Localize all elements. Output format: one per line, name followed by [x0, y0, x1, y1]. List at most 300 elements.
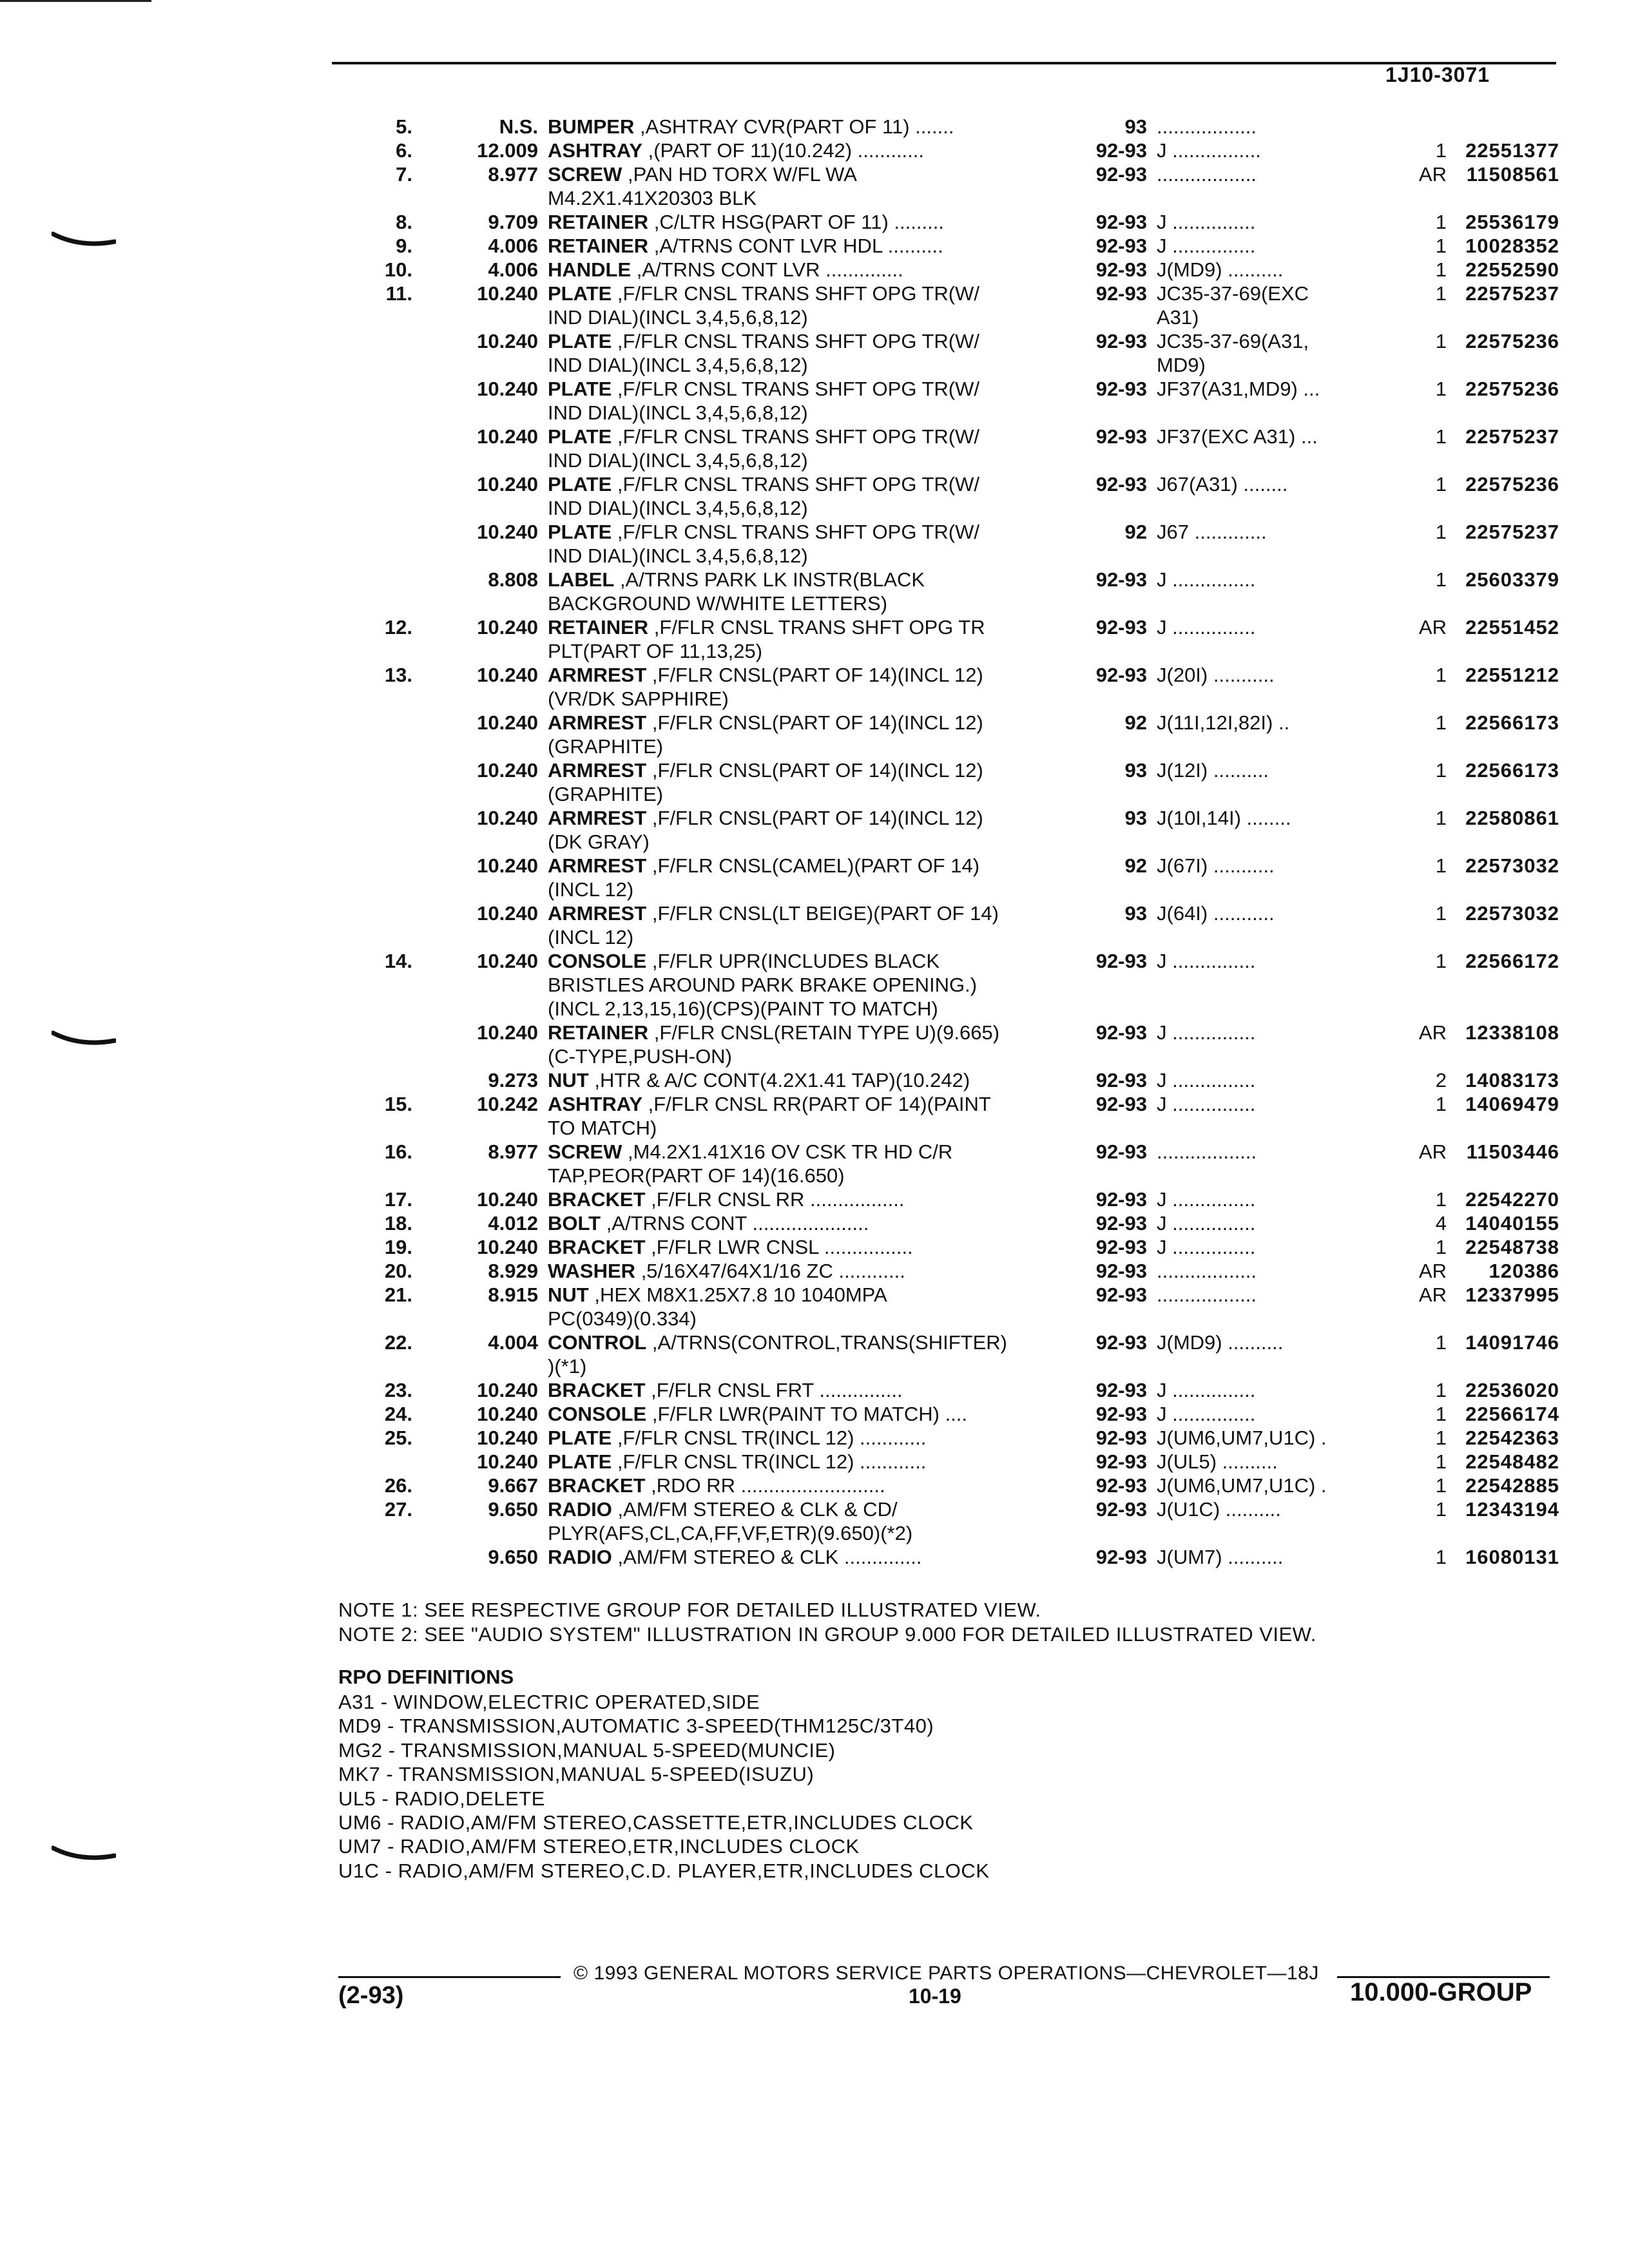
part-description — [548, 591, 887, 615]
group-number: 10.240 — [477, 378, 538, 400]
part-description — [548, 1402, 967, 1426]
quantity: 1 — [1435, 139, 1447, 162]
model-year: 93 — [1124, 902, 1147, 925]
quantity: 1 — [1435, 378, 1447, 400]
group-number: 10.240 — [477, 1188, 538, 1211]
part-number: 22548738 — [1465, 1236, 1559, 1258]
part-detail: IND DIAL)(INCL 3,4,5,6,8,12) — [548, 306, 808, 329]
rpo-code: JF37(EXC A31) ... — [1157, 425, 1318, 448]
quantity: 1 — [1435, 1474, 1447, 1497]
part-detail: IND DIAL)(INCL 3,4,5,6,8,12) — [548, 449, 808, 472]
part-number: 14040155 — [1465, 1212, 1559, 1235]
quantity: 1 — [1435, 1450, 1447, 1473]
part-description — [548, 425, 979, 448]
group-number: 10.240 — [477, 902, 538, 925]
part-detail: ,F/FLR LWR(PAINT TO MATCH) .... — [646, 1403, 968, 1425]
part-row — [335, 925, 1559, 949]
part-row — [335, 568, 1559, 591]
model-year: 92-93 — [1095, 1403, 1147, 1425]
part-name: WASHER — [548, 1260, 636, 1282]
part-description — [548, 1259, 905, 1283]
part-row — [335, 282, 1559, 305]
part-row — [335, 1283, 1559, 1307]
part-detail: ,F/FLR CNSL(PART OF 14)(INCL 12) — [646, 664, 983, 686]
part-row — [335, 663, 1559, 687]
part-detail: ,ASHTRAY CVR(PART OF 11) ....... — [634, 115, 954, 138]
part-row — [335, 1497, 1559, 1521]
item-number: 5. — [396, 115, 412, 138]
quantity: 1 — [1435, 235, 1447, 257]
quantity: 1 — [1435, 950, 1447, 972]
quantity: 1 — [1435, 711, 1447, 734]
group-number: 12.009 — [477, 139, 538, 162]
part-description — [548, 1140, 952, 1164]
page-number: 10-19 — [909, 1984, 961, 2008]
model-year: 92-93 — [1095, 1450, 1147, 1473]
part-number: 12337995 — [1465, 1283, 1559, 1306]
part-row — [335, 973, 1559, 997]
part-row — [335, 1140, 1559, 1164]
part-name: ASHTRAY — [548, 1093, 642, 1115]
part-description — [548, 973, 977, 997]
part-name: PLATE — [548, 282, 612, 305]
group-number: 10.240 — [477, 473, 538, 495]
part-detail: ,F/FLR CNSL TRANS SHFT OPG TR(W/ — [612, 521, 979, 543]
part-row — [335, 806, 1559, 830]
group-label: 10.000-GROUP — [1350, 1978, 1532, 2006]
part-detail: (C-TYPE,PUSH-ON) — [548, 1045, 732, 1068]
quantity: 1 — [1435, 1403, 1447, 1425]
part-detail: TO MATCH) — [548, 1117, 657, 1139]
part-number: 11508561 — [1466, 163, 1559, 186]
part-row — [335, 258, 1559, 282]
model-year: 92-93 — [1095, 258, 1147, 281]
model-year: 92-93 — [1095, 1021, 1147, 1044]
group-number: 10.240 — [477, 1427, 538, 1449]
quantity: 1 — [1435, 759, 1447, 782]
rpo-code: J ............... — [1157, 568, 1256, 591]
quantity: 1 — [1435, 521, 1447, 543]
part-number: 22575236 — [1465, 378, 1559, 400]
rpo-code: JC35-37-69(EXC — [1157, 282, 1309, 305]
part-row — [335, 1545, 1559, 1569]
rpo-code: J(UL5) .......... — [1157, 1450, 1278, 1473]
part-row — [335, 520, 1559, 544]
group-number: 10.240 — [477, 759, 538, 782]
group-number: 10.240 — [477, 1236, 538, 1258]
part-detail: IND DIAL)(INCL 3,4,5,6,8,12) — [548, 401, 808, 424]
part-description — [548, 520, 979, 544]
part-description — [548, 735, 663, 758]
model-year: 92-93 — [1095, 1188, 1147, 1211]
part-number: 14091746 — [1465, 1331, 1559, 1354]
part-detail: ,F/FLR CNSL TRANS SHFT OPG TR(W/ — [612, 378, 979, 400]
part-description — [548, 401, 808, 425]
part-description — [548, 1331, 1007, 1354]
part-detail: (VR/DK SAPPHIRE) — [548, 687, 729, 710]
part-detail: ,HTR & A/C CONT(4.2X1.41 TAP)(10.242) — [588, 1069, 970, 1091]
quantity: 1 — [1435, 425, 1447, 448]
part-description — [548, 1235, 913, 1259]
part-row — [335, 735, 1559, 758]
rpo-definition: UM7 - RADIO,AM/FM STEREO,ETR,INCLUDES CLOCK — [338, 1835, 860, 1858]
part-description — [548, 758, 983, 782]
rpo-code: J ............... — [1157, 1212, 1256, 1235]
group-number: 8.977 — [488, 1140, 538, 1163]
part-row — [335, 210, 1559, 234]
part-row — [335, 687, 1559, 711]
page-id: 1J10-3071 — [1385, 63, 1490, 86]
part-name: RADIO — [548, 1498, 612, 1521]
rpo-code: .................. — [1157, 1140, 1257, 1163]
quantity: AR — [1418, 1021, 1447, 1044]
part-name: RETAINER — [548, 211, 649, 233]
part-name: ASHTRAY — [548, 139, 642, 162]
header-rule — [332, 62, 1556, 64]
quantity: 1 — [1435, 902, 1447, 925]
rpo-code: .................. — [1157, 115, 1257, 138]
part-description — [548, 210, 944, 234]
part-description — [548, 925, 633, 949]
group-number: 8.977 — [488, 163, 538, 186]
part-row — [335, 1187, 1559, 1211]
part-description — [548, 472, 979, 496]
item-number: 10. — [384, 258, 412, 281]
group-number: 9.667 — [488, 1474, 538, 1497]
part-detail: ,F/FLR CNSL TRANS SHFT OPG TR(W/ — [612, 282, 979, 305]
part-description — [548, 496, 808, 520]
top-left-rule — [0, 0, 151, 2]
part-detail: PLT(PART OF 11,13,25) — [548, 640, 763, 662]
part-description — [548, 615, 985, 639]
part-detail: ,5/16X47/64X1/16 ZC ............ — [635, 1260, 905, 1282]
part-description — [548, 806, 983, 830]
part-detail: M4.2X1.41X20303 BLK — [548, 187, 757, 209]
part-detail: BACKGROUND W/WHITE LETTERS) — [548, 592, 888, 615]
part-row — [335, 1021, 1559, 1044]
model-year: 92 — [1124, 854, 1147, 877]
group-number: 10.240 — [477, 807, 538, 829]
part-number: 22575236 — [1465, 330, 1559, 352]
part-name: PLATE — [548, 521, 612, 543]
part-row — [335, 1354, 1559, 1378]
part-name: PLATE — [548, 425, 612, 448]
part-name: CONTROL — [548, 1331, 647, 1354]
part-row — [335, 401, 1559, 425]
quantity: AR — [1418, 1140, 1447, 1163]
part-row — [335, 901, 1559, 925]
item-number: 8. — [396, 211, 412, 233]
part-number: 22566173 — [1465, 759, 1559, 782]
rpo-code: J(UM6,UM7,U1C) . — [1157, 1427, 1327, 1449]
part-name: SCREW — [548, 163, 622, 186]
part-name: NUT — [548, 1069, 589, 1091]
quantity: AR — [1418, 1283, 1447, 1306]
part-description — [548, 1211, 869, 1235]
part-description — [548, 282, 979, 305]
part-description — [548, 687, 729, 711]
part-name: RETAINER — [548, 1021, 649, 1044]
part-row — [335, 1474, 1559, 1497]
group-number: 10.240 — [477, 521, 538, 543]
group-number: 10.240 — [477, 1450, 538, 1473]
part-row — [335, 448, 1559, 472]
part-description — [548, 1497, 898, 1521]
part-number: 22542270 — [1465, 1188, 1559, 1211]
item-number: 13. — [384, 664, 412, 686]
part-number: 22573032 — [1465, 902, 1559, 925]
model-year: 93 — [1124, 759, 1147, 782]
rpo-code: J(20I) ........... — [1157, 664, 1275, 686]
rpo-definitions-title: RPO DEFINITIONS — [338, 1666, 514, 1688]
rpo-code: J67 ............. — [1157, 521, 1267, 543]
part-detail: (INCL 2,13,15,16)(CPS)(PAINT TO MATCH) — [548, 997, 938, 1020]
part-name: ARMREST — [548, 759, 647, 782]
model-year: 92-93 — [1095, 1260, 1147, 1282]
part-detail: ,A/TRNS(CONTROL,TRANS(SHIFTER) — [646, 1331, 1007, 1354]
part-description — [548, 854, 979, 878]
rpo-code: J ............... — [1157, 1236, 1256, 1258]
group-number: 4.006 — [488, 258, 538, 281]
part-detail: ,F/FLR CNSL RR(PART OF 14)(PAINT — [642, 1093, 991, 1115]
quantity: 1 — [1435, 1093, 1447, 1115]
part-description — [548, 1116, 657, 1140]
part-description — [548, 568, 925, 591]
group-number: 10.240 — [477, 330, 538, 352]
binding-hole-mark-icon — [52, 1028, 116, 1053]
part-name: PLATE — [548, 1427, 612, 1449]
group-number: 10.240 — [477, 425, 538, 448]
part-row — [335, 949, 1559, 973]
part-number: 10028352 — [1465, 235, 1559, 257]
model-year: 92-93 — [1095, 1331, 1147, 1354]
part-row — [335, 758, 1559, 782]
group-number: 10.240 — [477, 1021, 538, 1044]
item-number: 14. — [384, 950, 412, 972]
quantity: 4 — [1435, 1212, 1447, 1235]
quantity: 1 — [1435, 1379, 1447, 1401]
part-name: RADIO — [548, 1546, 612, 1568]
part-detail: ,A/TRNS CONT LVR .............. — [631, 258, 903, 281]
part-row — [335, 1116, 1559, 1140]
part-row — [335, 878, 1559, 901]
group-number: 9.709 — [488, 211, 538, 233]
group-number: 10.240 — [477, 711, 538, 734]
part-name: ARMREST — [548, 664, 647, 686]
part-description — [548, 711, 983, 735]
model-year: 93 — [1124, 115, 1147, 138]
item-number: 27. — [384, 1498, 412, 1521]
part-detail: ,F/FLR CNSL(LT BEIGE)(PART OF 14) — [646, 902, 999, 925]
binding-hole-mark-icon — [52, 229, 116, 255]
item-number: 7. — [396, 163, 412, 186]
part-row — [335, 1402, 1559, 1426]
part-row — [335, 1211, 1559, 1235]
rpo-code: J(10I,14I) ........ — [1157, 807, 1291, 829]
part-description — [548, 234, 943, 258]
part-detail: ,AM/FM STEREO & CLK .............. — [612, 1546, 922, 1568]
part-row — [335, 353, 1559, 377]
item-number: 24. — [384, 1403, 412, 1425]
quantity: 1 — [1435, 473, 1447, 495]
part-number: 22566172 — [1465, 950, 1559, 972]
part-name: HANDLE — [548, 258, 631, 281]
part-name: ARMREST — [548, 902, 647, 925]
group-number: 10.240 — [477, 1379, 538, 1401]
part-detail: ,F/FLR CNSL(PART OF 14)(INCL 12) — [646, 759, 983, 782]
part-description — [548, 1307, 697, 1331]
part-name: BRACKET — [548, 1379, 646, 1401]
part-description — [548, 1068, 970, 1092]
item-number: 9. — [396, 235, 412, 257]
part-row — [335, 115, 1559, 139]
part-detail: ,A/TRNS CONT ..................... — [601, 1212, 869, 1235]
item-number: 21. — [384, 1283, 412, 1306]
part-row — [335, 1235, 1559, 1259]
part-number: 22566174 — [1465, 1403, 1559, 1425]
part-name: BRACKET — [548, 1474, 646, 1497]
rpo-code: JF37(A31,MD9) ... — [1157, 378, 1320, 400]
part-number: 22542885 — [1465, 1474, 1559, 1497]
item-number: 19. — [384, 1236, 412, 1258]
part-name: PLATE — [548, 378, 612, 400]
part-description — [548, 544, 808, 568]
part-number: 11503446 — [1466, 1140, 1559, 1163]
group-number: 4.004 — [488, 1331, 538, 1354]
model-year: 92-93 — [1095, 163, 1147, 186]
part-name: PLATE — [548, 473, 612, 495]
part-number: 16080131 — [1465, 1546, 1559, 1568]
part-detail: ,HEX M8X1.25X7.8 10 1040MPA — [588, 1283, 887, 1306]
part-number: 22580861 — [1465, 807, 1559, 829]
model-year: 92-93 — [1095, 950, 1147, 972]
rpo-code: J ............... — [1157, 211, 1256, 233]
part-number: 25603379 — [1465, 568, 1559, 591]
part-description — [548, 186, 757, 210]
part-detail: (GRAPHITE) — [548, 735, 664, 758]
part-number: 22575236 — [1465, 473, 1559, 495]
notes-block — [338, 1598, 1316, 1647]
part-description — [548, 1545, 921, 1569]
item-number: 26. — [384, 1474, 412, 1497]
part-name: BRACKET — [548, 1188, 646, 1211]
rpo-code: J(12I) .......... — [1157, 759, 1269, 782]
part-description — [548, 258, 903, 282]
part-name: RETAINER — [548, 235, 649, 257]
model-year: 92-93 — [1095, 1093, 1147, 1115]
part-detail: ,F/FLR CNSL TRANS SHFT OPG TR — [648, 616, 985, 639]
part-row — [335, 1068, 1559, 1092]
group-number: 9.650 — [488, 1498, 538, 1521]
rpo-code: J(U1C) .......... — [1157, 1498, 1281, 1521]
quantity: 1 — [1435, 1188, 1447, 1211]
model-year: 93 — [1124, 807, 1147, 829]
rpo-code: J ............... — [1157, 1403, 1256, 1425]
part-row — [335, 615, 1559, 639]
part-number: 22575237 — [1465, 282, 1559, 305]
quantity: 1 — [1435, 1236, 1447, 1258]
part-detail: ,F/FLR CNSL FRT ............... — [645, 1379, 903, 1401]
part-description — [548, 1044, 732, 1068]
part-detail: ,F/FLR CNSL RR ................. — [645, 1188, 905, 1211]
part-description — [548, 901, 999, 925]
rpo-code: J ............... — [1157, 950, 1256, 972]
quantity: 1 — [1435, 1498, 1447, 1521]
part-row — [335, 186, 1559, 210]
part-row — [335, 305, 1559, 329]
binding-hole-mark-icon — [52, 1843, 116, 1869]
part-name: BRACKET — [548, 1236, 646, 1258]
part-description — [548, 1354, 586, 1378]
model-year: 92-93 — [1095, 425, 1147, 448]
parts-list — [335, 115, 1559, 1569]
part-number: 22548482 — [1465, 1450, 1559, 1473]
rpo-code: MD9) — [1157, 354, 1206, 376]
part-detail: ,(PART OF 11)(10.242) ............ — [642, 139, 925, 162]
part-number: 22573032 — [1465, 854, 1559, 877]
part-description — [548, 949, 940, 973]
model-year: 92 — [1124, 521, 1147, 543]
part-description — [548, 1426, 926, 1450]
quantity: 1 — [1435, 330, 1447, 352]
rpo-code: .................. — [1157, 1283, 1257, 1306]
part-row — [335, 997, 1559, 1021]
note-1: NOTE 1: SEE RESPECTIVE GROUP FOR DETAILED ILLUSTRATED VIEW. — [338, 1599, 1041, 1621]
item-number: 18. — [384, 1212, 412, 1235]
item-number: 20. — [384, 1260, 412, 1282]
part-row — [335, 1521, 1559, 1545]
model-year: 92-93 — [1095, 1140, 1147, 1163]
part-row — [335, 234, 1559, 258]
part-number: 25536179 — [1465, 211, 1559, 233]
rpo-code: J ............... — [1157, 1379, 1256, 1401]
rpo-code: J(UM7) .......... — [1157, 1546, 1284, 1568]
model-year: 92-93 — [1095, 1069, 1147, 1091]
part-description — [548, 1283, 887, 1307]
model-year: 92-93 — [1095, 1212, 1147, 1235]
part-detail: ,F/FLR CNSL TR(INCL 12) ............ — [612, 1450, 927, 1473]
part-detail: PLYR(AFS,CL,CA,FF,VF,ETR)(9.650)(*2) — [548, 1522, 913, 1544]
model-year: 92-93 — [1095, 1379, 1147, 1401]
group-number: 8.808 — [488, 568, 538, 591]
part-detail: (GRAPHITE) — [548, 783, 664, 805]
group-number: 10.240 — [477, 854, 538, 877]
part-name: BUMPER — [548, 115, 635, 138]
group-number: 10.240 — [477, 1403, 538, 1425]
item-number: 16. — [384, 1140, 412, 1163]
part-description — [548, 878, 633, 901]
part-row — [335, 591, 1559, 615]
part-number: 14069479 — [1465, 1093, 1559, 1115]
part-detail: (DK GRAY) — [548, 831, 650, 853]
part-detail: ,F/FLR CNSL(PART OF 14)(INCL 12) — [646, 711, 983, 734]
part-row — [335, 329, 1559, 353]
quantity: 1 — [1435, 664, 1447, 686]
part-detail: )(*1) — [548, 1355, 587, 1378]
quantity: 1 — [1435, 211, 1447, 233]
part-detail: ,F/FLR LWR CNSL ................ — [645, 1236, 913, 1258]
part-number: 14083173 — [1465, 1069, 1559, 1091]
part-row — [335, 472, 1559, 496]
item-number: 15. — [384, 1093, 412, 1115]
part-number: 22575237 — [1465, 521, 1559, 543]
rpo-definition: UM6 - RADIO,AM/FM STEREO,CASSETTE,ETR,INCLUDES CLOCK — [338, 1811, 974, 1834]
model-year: 92-93 — [1095, 1427, 1147, 1449]
quantity: 1 — [1435, 568, 1447, 591]
part-name: BOLT — [548, 1212, 601, 1235]
part-description — [548, 1164, 845, 1187]
part-detail: ,A/TRNS CONT LVR HDL .......... — [648, 235, 943, 257]
